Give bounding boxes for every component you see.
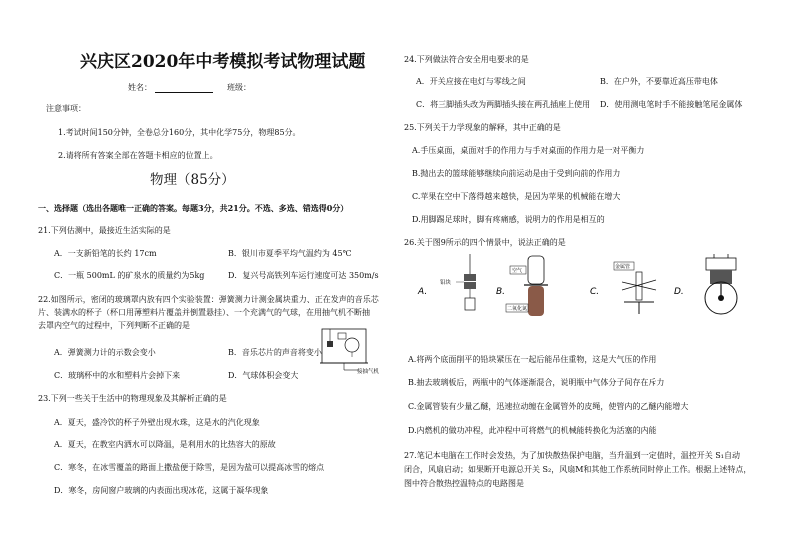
figure-b-gas-bottles bbox=[496, 256, 548, 316]
q23-option-c: C．寒冬，在冰雪覆盖的路面上撒盐便于除雪，是因为盐可以提高冰雪的熔点 bbox=[54, 463, 325, 472]
q26-figures bbox=[418, 252, 758, 332]
figure-c-label: C. bbox=[590, 287, 600, 297]
section-title: 物理（85分） bbox=[150, 172, 235, 188]
no2-label: 二氧化氮 bbox=[507, 306, 528, 312]
q26-option-b: B.抽去玻璃板后，两瓶中的气体逐渐混合，说明瓶中气体分子间存在斥力 bbox=[408, 378, 665, 387]
q21-option-a: A．一支新铅笔的长约 17cm bbox=[54, 249, 157, 258]
q21-option-b: B．银川市夏季平均气温约为 45℃ bbox=[228, 249, 352, 258]
q23-stem: 23.下列一些关于生活中的物理现象及其解析正确的是 bbox=[38, 394, 227, 403]
q24-option-a: A．开关应接在电灯与零线之间 bbox=[416, 77, 526, 86]
q26-option-c: C.金属管装有少量乙醚，迅速拉动缠在金属管外的皮绳，使管内的乙醚内能增大 bbox=[408, 402, 689, 411]
q21-option-c: C．一瓶 500mL 的矿泉水的质量约为5kg bbox=[54, 271, 205, 280]
q27-stem: 27.笔记本电脑在工作时会发热，为了加快散热保护电脑，当升温到一定值时，温控开关 S₁自动 bbox=[404, 451, 740, 460]
q22-stem: 22.如图所示，密闭的玻璃罩内放有四个实验装置：弹簧测力计测金属块重力、正在发声的音乐芯 bbox=[38, 295, 379, 304]
q24-option-b: B．在户外，不要靠近高压带电体 bbox=[600, 77, 718, 86]
notice-item: 2.请将所有答案全部在答题卡相应的位置上。 bbox=[58, 151, 218, 160]
class-label: 班级： bbox=[227, 83, 251, 92]
q22-stem: 片、装满水的杯子（杯口用薄塑料片覆盖并倒置悬挂）、一个充满气的气球，在用抽气机不断抽 bbox=[38, 308, 370, 317]
vacuum-pump-label: 接抽气机 bbox=[357, 369, 380, 375]
q23-option-b: A．夏天，在教室内洒水可以降温，是利用水的比热容大的原故 bbox=[54, 440, 276, 449]
name-blank bbox=[155, 84, 213, 93]
q22-option-a: A．弹簧测力计的示数会变小 bbox=[54, 348, 156, 357]
name-label: 姓名： bbox=[128, 83, 152, 92]
figure-b-label: B. bbox=[496, 287, 506, 297]
q22-option-c: C．玻璃杯中的水和塑料片会掉下来 bbox=[54, 371, 181, 380]
lead-block-label: 铅块 bbox=[440, 280, 452, 286]
figure-d-engine bbox=[674, 254, 737, 314]
q25-option-a: A.手压桌面，桌面对手的作用力与手对桌面的作用力是一对平衡力 bbox=[412, 146, 645, 155]
q24-option-c: C．将三脚插头改为两脚插头接在两孔插座上使用 bbox=[416, 100, 591, 109]
metal-tube-label: 金属管 bbox=[615, 264, 631, 270]
mc-heading: 一、选择题（选出各题唯一正确的答案。每题3分，共21分。不选、多选、错选得0分） bbox=[38, 203, 349, 213]
q26-stem: 26.关于图9所示的四个情景中，说法正确的是 bbox=[404, 238, 566, 247]
q22-option-b: B．音乐芯片的声音将变小 bbox=[228, 348, 322, 357]
q24-option-d: D．使用测电笔时手不能接触笔尾金属体 bbox=[600, 100, 743, 109]
q21-option-d: D．复兴号高铁列车运行速度可达 350m/s bbox=[228, 271, 379, 280]
q22-stem: 去罩内空气的过程中，下列判断不正确的是 bbox=[38, 321, 190, 330]
figure-a-label: A. bbox=[418, 287, 428, 297]
q27-stem: 闭合，风扇启动；如果断开电源总开关 S₂，风扇M和其他工作系统同时停止工作。根据上述特点， bbox=[404, 465, 752, 474]
q27-stem: 图中符合散热控温特点的电路图是 bbox=[404, 479, 524, 488]
q26-option-d: D.内燃机的做功冲程，此冲程中可将燃气的机械能转换化为活塞的内能 bbox=[408, 426, 657, 435]
q23-option-d: D．寒冬，房间窗户玻璃的内表面出现冰花，这属于凝华现象 bbox=[54, 486, 269, 495]
air-label: 空气 bbox=[512, 268, 523, 274]
name-class-line bbox=[128, 83, 251, 93]
left-column bbox=[38, 0, 390, 560]
q21-stem: 21.下列估测中，最接近生活实际的是 bbox=[38, 226, 171, 235]
q24-stem: 24.下列做法符合安全用电要求的是 bbox=[404, 55, 529, 64]
notice-item: 1.考试时间150分钟，全卷总分160分，其中化学75分，物理85分。 bbox=[58, 128, 301, 137]
figure-d-label: D. bbox=[674, 287, 684, 297]
q25-option-b: B.抛出去的篮球能够继续向前运动是由于受到向前的作用力 bbox=[412, 169, 621, 178]
figure-c-metal-tube bbox=[590, 262, 656, 314]
q23-option-a: A．夏天，盛冷饮的杯子外壁出现水珠，这是水的汽化现象 bbox=[54, 418, 260, 427]
q25-option-d: D.用脚踢足球时，脚有疼痛感，说明力的作用是相互的 bbox=[412, 215, 605, 224]
page-title: 兴庆区2020年中考模拟考试物理试题 bbox=[80, 52, 366, 72]
right-column bbox=[404, 0, 764, 560]
q26-option-a: A.将两个底面削平的铅块紧压在一起后能吊住重物，这是大气压的作用 bbox=[408, 355, 657, 364]
bell-jar-figure bbox=[322, 323, 382, 373]
q25-option-c: C.苹果在空中下落得越来越快，是因为苹果的机械能在增大 bbox=[412, 192, 621, 201]
figure-a-lead-blocks bbox=[417, 254, 476, 310]
q25-stem: 25.下列关于力学现象的解释，其中正确的是 bbox=[404, 123, 561, 132]
q22-option-d: D．气球体积会变大 bbox=[228, 371, 299, 380]
notice-heading: 注意事项： bbox=[46, 104, 86, 113]
